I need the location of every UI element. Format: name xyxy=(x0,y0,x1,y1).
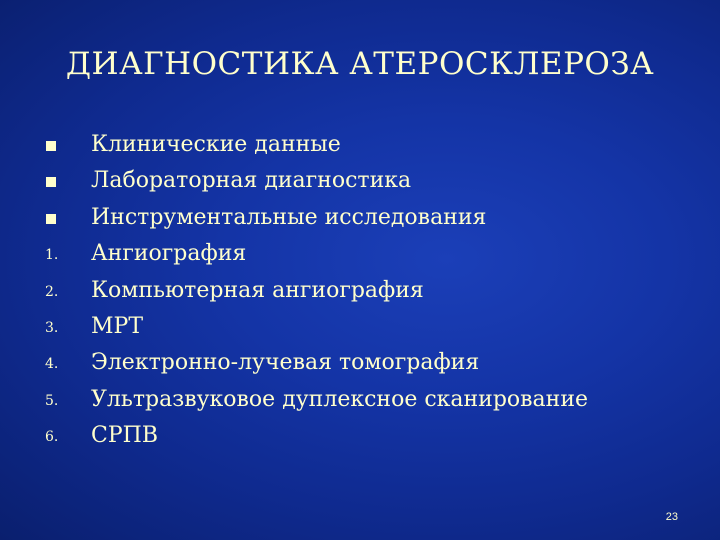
square-bullet-icon xyxy=(45,200,85,236)
list-item-text: Инструментальные исследования xyxy=(91,204,487,230)
bullet-list xyxy=(0,127,720,455)
list-number: 6. xyxy=(45,429,59,446)
slide-title: ДИАГНОСТИКА АТЕРОСКЛЕРОЗА xyxy=(65,46,655,82)
list-item-text: Лабораторная диагностика xyxy=(91,168,412,194)
list-item-text: Ангиография xyxy=(91,241,247,267)
list-item xyxy=(0,163,720,199)
list-item-text: СРПВ xyxy=(91,423,158,449)
square-bullet-icon xyxy=(45,163,85,199)
page-number: 23 xyxy=(665,511,678,523)
list-item xyxy=(0,273,720,309)
list-number: 2. xyxy=(45,283,59,300)
list-item xyxy=(0,236,720,272)
list-number: 5. xyxy=(45,392,59,409)
list-item-text: Клинические данные xyxy=(91,132,341,157)
list-item xyxy=(0,309,720,345)
list-item xyxy=(0,418,720,454)
list-number: 3. xyxy=(45,319,59,336)
list-item xyxy=(0,127,720,163)
list-item-text: Компьютерная ангиография xyxy=(91,277,424,303)
list-item xyxy=(0,382,720,418)
list-item xyxy=(0,200,720,236)
square-bullet-icon xyxy=(45,127,85,163)
list-number: 4. xyxy=(45,356,59,373)
list-number: 1. xyxy=(45,247,59,264)
list-item-text: МРТ xyxy=(91,313,144,339)
list-item xyxy=(0,345,720,381)
list-item-text: Электронно-лучевая томография xyxy=(91,350,480,376)
list-item-text: Ультразвуковое дуплексное сканирование xyxy=(91,386,589,412)
